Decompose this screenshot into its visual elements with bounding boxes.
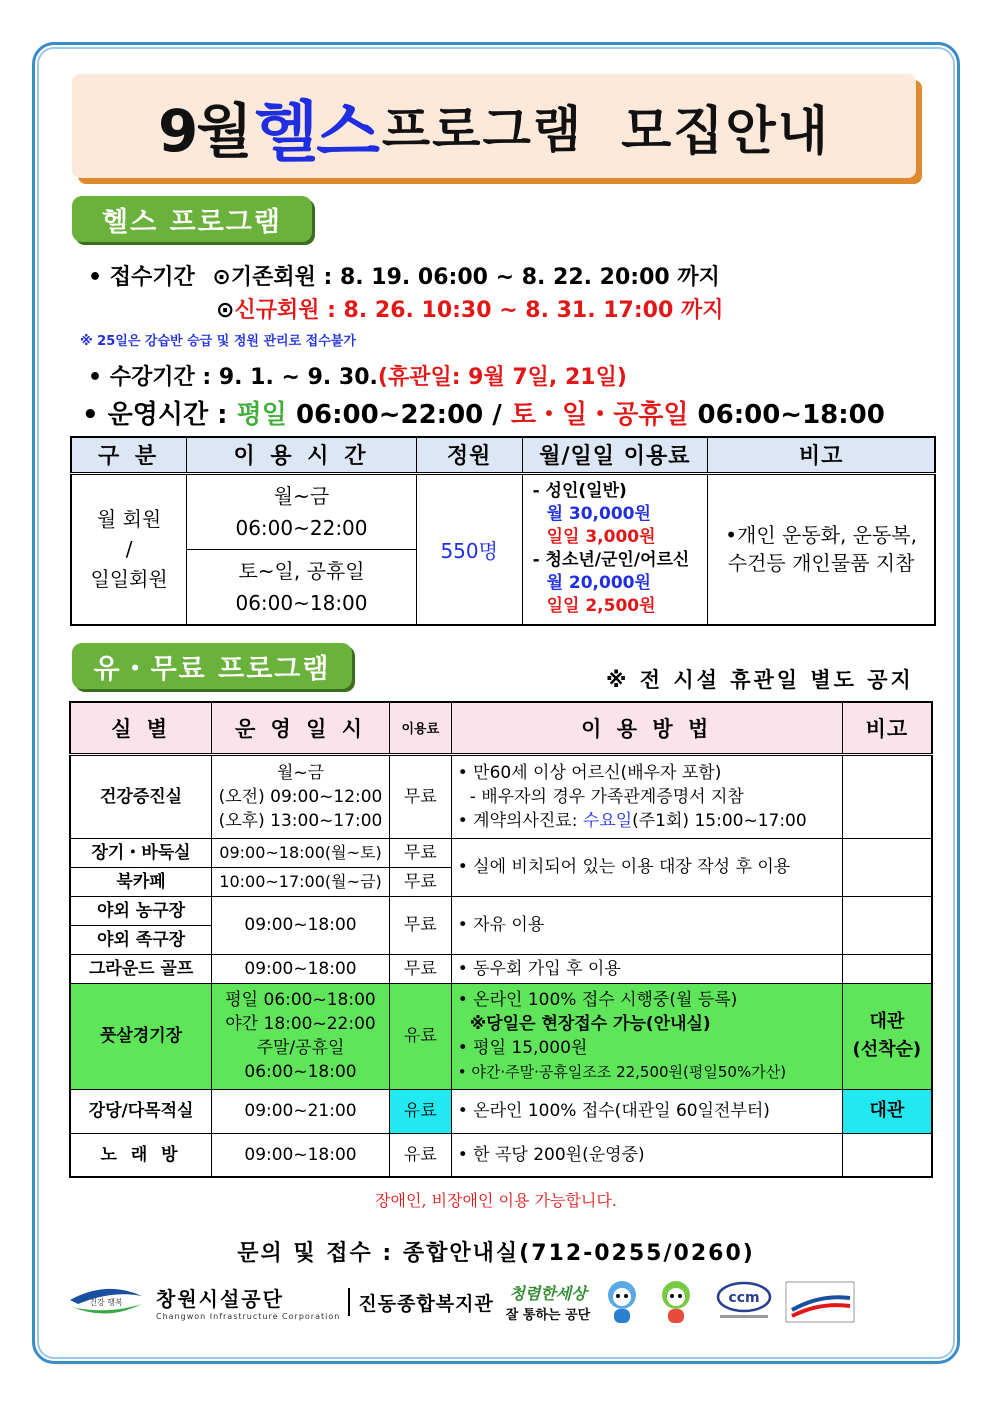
logo-text: 건강 행복	[89, 1298, 123, 1307]
new-member-line	[216, 293, 723, 324]
health-section-tag: 헬스 프로그램	[72, 196, 312, 242]
time-line: 주말/공휴일	[256, 1038, 345, 1058]
category-daily: 일일회원	[90, 567, 168, 592]
adult-label: - 성인(일반)	[532, 481, 627, 502]
table-row	[71, 473, 935, 549]
room-method: • 자유 이용	[451, 896, 842, 954]
accessibility-note: 장애인, 비장애인 이용 가능합니다.	[375, 1191, 617, 1210]
title-recruit: 모집안내	[621, 101, 831, 162]
reception-note: ※ 25일은 강습반 승급 및 정원 관리로 접수불가	[80, 334, 356, 349]
corp-logo-icon	[66, 1278, 146, 1326]
room-note: 대관	[842, 1089, 932, 1133]
existing-member-period: ⊙기존회원 : 8. 19. 06:00 ~ 8. 22. 20:00 까지	[212, 265, 720, 290]
weekday-label: 평일	[236, 400, 287, 430]
room-note	[842, 954, 932, 983]
room-time: 09:00~18:00(월~토)	[212, 838, 390, 867]
room-name: 풋살경기장	[70, 983, 212, 1089]
weekday-days: 월~금	[273, 483, 330, 508]
time-line: 06:00~18:00	[244, 1062, 357, 1082]
note-line: (선착순)	[852, 1039, 922, 1060]
corp-name-en: Changwon Infrastructure Corporation	[156, 1312, 341, 1321]
room-method: • 동우회 가입 후 이용	[451, 954, 842, 983]
table-row	[70, 896, 932, 925]
room-time	[212, 754, 390, 838]
page-title	[72, 74, 916, 178]
closure-notice: ※ 전 시설 휴관일 별도 공지	[606, 668, 914, 692]
room-fee: 무료	[389, 896, 451, 954]
room-fee: 유료	[389, 1133, 451, 1177]
room-note	[842, 983, 932, 1089]
new-member-period: 신규회원 : 8. 26. 10:30 ~ 8. 31. 17:00 까지	[234, 298, 724, 323]
method-text: • 계약의사진료:	[457, 810, 583, 831]
room-name: 야외 농구장	[70, 896, 212, 925]
method-line: • 야간·주말·공휴일조조 22,500원(평일50%가산)	[457, 1063, 787, 1081]
col-category: 구 분	[71, 437, 187, 473]
room-fee: 무료	[389, 867, 451, 896]
holiday-info: (휴관일: 9월 7일, 21일)	[377, 365, 627, 390]
ccm-logo-icon	[712, 1279, 776, 1325]
note-line: 대관	[869, 1011, 905, 1032]
table-row	[70, 983, 932, 1089]
weekend-time: 06:00~18:00	[697, 400, 885, 430]
room-note	[842, 754, 932, 838]
corp-name	[156, 1283, 340, 1321]
course-period: • 수강기간 : 9. 1. ~ 9. 30.	[88, 365, 378, 390]
youth-day-fee: 일일 2,500원	[546, 596, 656, 617]
welfare-center-name: 진동종합복지관	[358, 1292, 494, 1315]
youth-label: - 청소년/군인/어르신	[532, 550, 690, 571]
col-note: 비고	[842, 702, 932, 754]
mascot-blue-icon	[600, 1277, 644, 1327]
room-note	[842, 896, 932, 954]
room-fee: 유료	[389, 1089, 451, 1133]
apply-period-line	[88, 260, 720, 291]
footer	[66, 1274, 938, 1330]
ccm-text: ccm	[728, 1290, 760, 1306]
weekend-hours: 06:00~18:00	[235, 590, 368, 615]
room-fee: 무료	[389, 954, 451, 983]
col-method: 이 용 방 법	[451, 702, 842, 754]
room-name: 노 래 방	[70, 1133, 212, 1177]
title-month: 9월	[157, 97, 251, 165]
title-health: 헬스	[254, 93, 378, 171]
capacity-cell: 550명	[416, 473, 522, 625]
weekday-time: 06:00~22:00 /	[295, 400, 502, 430]
room-time: 09:00~21:00	[212, 1089, 390, 1133]
fee-cell	[522, 473, 708, 625]
title-program: 프로그램	[381, 101, 584, 159]
time-line: (오전) 09:00~12:00	[218, 786, 383, 807]
time-line: 월~금	[276, 762, 325, 783]
room-name: 그라운드 골프	[70, 954, 212, 983]
adult-month-fee: 월 30,000원	[546, 504, 651, 525]
col-note: 비고	[708, 437, 935, 473]
course-period-line	[88, 360, 627, 391]
method-day: 수요일	[582, 810, 633, 831]
time-line: (오후) 13:00~17:00	[218, 810, 383, 831]
method-line: • 온라인 100% 접수 시행중(월 등록)	[457, 990, 738, 1010]
certification-logo-icon	[784, 1280, 856, 1324]
col-time: 이 용 시 간	[187, 437, 417, 473]
divider	[348, 1288, 350, 1316]
note-cell	[708, 473, 935, 625]
room-name: 장기・바둑실	[70, 838, 212, 867]
room-name: 북카페	[70, 867, 212, 896]
table-row	[70, 954, 932, 983]
room-time: 09:00~18:00	[212, 896, 390, 954]
slogan-line-2: 잘 통하는 공단	[505, 1308, 591, 1323]
table-row	[70, 754, 932, 838]
col-fee: 월/일일 이용료	[522, 437, 708, 473]
method-line: - 배우자의 경우 가족관계증명서 지참	[469, 786, 744, 807]
room-method	[451, 754, 842, 838]
method-line: • 만60세 이상 어르신(배우자 포함)	[457, 762, 722, 783]
weekday-time-cell	[187, 473, 417, 549]
room-name: 야외 족구장	[70, 925, 212, 954]
col-room: 실 별	[70, 702, 212, 754]
time-line: 야간 18:00~22:00	[225, 1014, 376, 1034]
health-fee-table	[70, 436, 936, 626]
weekday-hours: 06:00~22:00	[235, 515, 368, 540]
weekend-days: 토~일, 공휴일	[238, 558, 365, 583]
room-method: • 실에 비치되어 있는 이용 대장 작성 후 이용	[451, 838, 842, 896]
room-fee: 무료	[389, 838, 451, 867]
col-schedule: 운 영 일 시	[212, 702, 390, 754]
room-fee: 무료	[389, 754, 451, 838]
table-header-row	[70, 702, 932, 754]
operating-hours-line	[82, 394, 885, 431]
table-row	[70, 838, 932, 867]
facility-table	[69, 701, 933, 1178]
col-fee: 이용료	[389, 702, 451, 754]
room-time: 09:00~18:00	[212, 954, 390, 983]
method-text: (주1회) 15:00~17:00	[632, 810, 807, 831]
room-name: 강당/다목적실	[70, 1089, 212, 1133]
slogan	[506, 1281, 590, 1323]
contact-info: 문의 및 접수 : 종합안내실(712-0255/0260)	[237, 1241, 755, 1266]
note-line-1: •개인 운동화, 운동복,	[725, 523, 917, 548]
room-note	[842, 838, 932, 896]
method-line: ※당일은 현장접수 가능(안내실)	[469, 1014, 711, 1034]
bullet-symbol: ⊙	[216, 298, 235, 323]
corp-name-ko: 창원시설공단	[156, 1287, 284, 1311]
weekend-label: 토・일・공휴일	[510, 400, 689, 430]
member-category	[71, 473, 187, 625]
table-row	[70, 1089, 932, 1133]
room-time: 10:00~17:00(월~금)	[212, 867, 390, 896]
room-method: • 온라인 100% 접수(대관일 60일전부터)	[451, 1089, 842, 1133]
youth-month-fee: 월 20,000원	[546, 573, 651, 594]
room-name: 건강증진실	[70, 754, 212, 838]
mascot-green-icon	[654, 1277, 698, 1327]
room-method: • 한 곡당 200원(운영중)	[451, 1133, 842, 1177]
table-row	[70, 1133, 932, 1177]
adult-day-fee: 일일 3,000원	[546, 527, 656, 548]
room-time	[212, 983, 390, 1089]
method-line: • 평일 15,000원	[457, 1038, 588, 1058]
free-section-tag: 유・무료 프로그램	[72, 643, 352, 689]
method-line	[458, 809, 842, 833]
table-header-row	[71, 437, 935, 473]
weekend-time-cell	[187, 549, 417, 625]
room-method	[451, 983, 842, 1089]
time-line: 평일 06:00~18:00	[225, 990, 376, 1010]
room-note	[842, 1133, 932, 1177]
note-line-2: 수건등 개인물품 지참	[727, 551, 915, 576]
room-fee: 유료	[389, 983, 451, 1089]
category-sep: /	[125, 537, 133, 562]
col-capacity: 정원	[416, 437, 522, 473]
slogan-line-1: 청렴한세상	[509, 1284, 587, 1303]
room-time: 09:00~18:00	[212, 1133, 390, 1177]
hours-label: • 운영시간 :	[82, 400, 228, 430]
category-monthly: 월 회원	[96, 507, 162, 532]
apply-label: • 접수기간	[88, 265, 195, 290]
